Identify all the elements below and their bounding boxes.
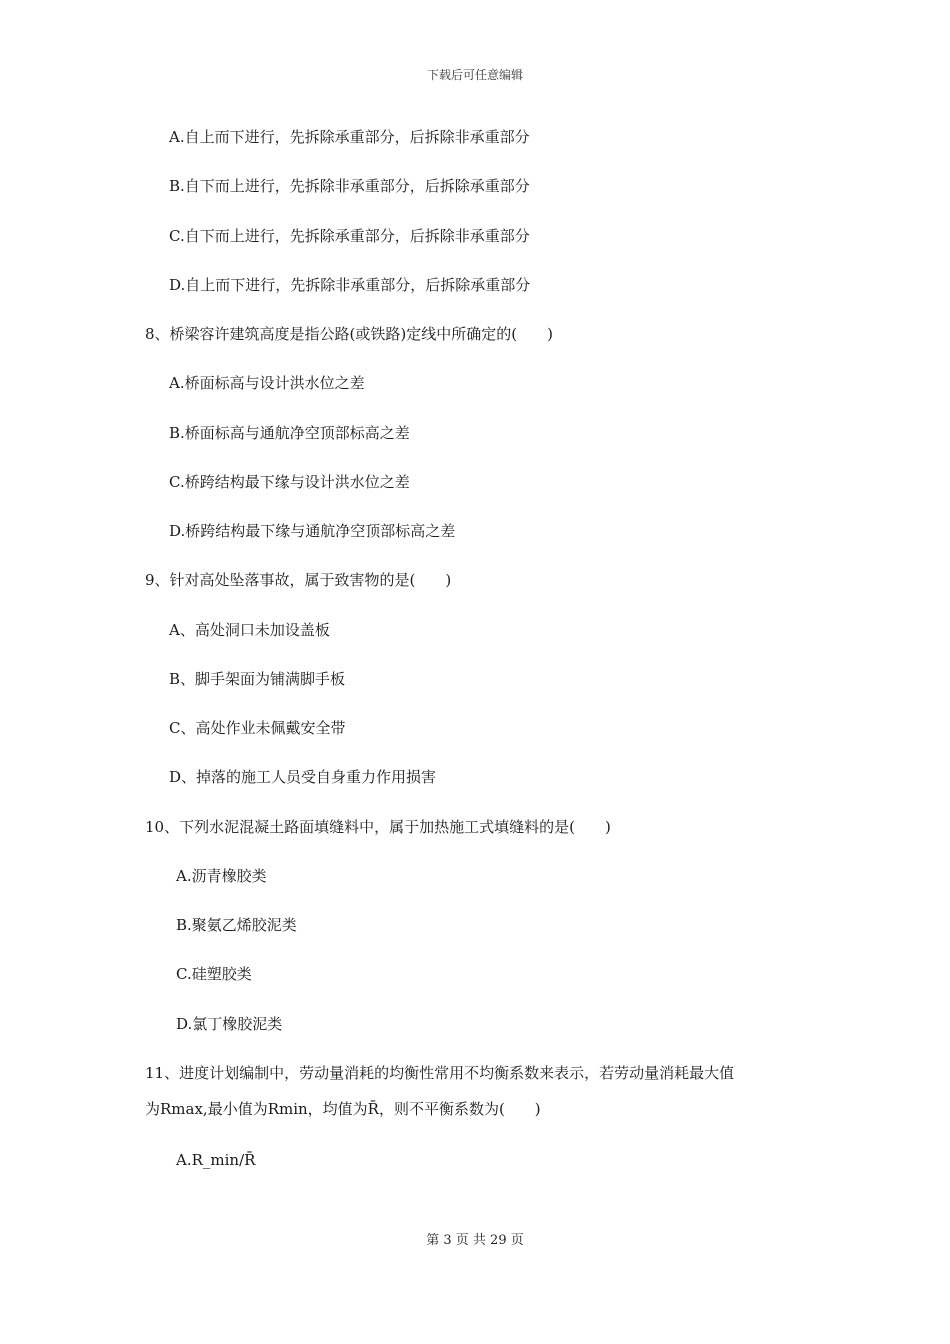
question-text: 为Rmax,最小值为Rmin，均值为R̄，则不平衡系数为( )	[145, 1100, 541, 1118]
option-text: D.氯丁橡胶泥类	[176, 1015, 283, 1033]
option-text: D.自上而下进行，先拆除非承重部分，后拆除承重部分	[169, 276, 531, 294]
question-text: 11、进度计划编制中，劳动量消耗的均衡性常用不均衡系数来表示，若劳动量消耗最大值	[145, 1064, 735, 1082]
option-text: B、脚手架面为铺满脚手板	[169, 670, 346, 688]
option-text: D.桥跨结构最下缘与通航净空顶部标高之差	[169, 522, 456, 540]
option-text: A.R_min/R̄	[176, 1151, 256, 1169]
option-text: B.聚氨乙烯胶泥类	[176, 916, 297, 934]
option-text: A.桥面标高与设计洪水位之差	[169, 374, 365, 392]
page-footer: 第 3 页 共 29 页	[426, 1233, 524, 1248]
option-text: B.桥面标高与通航净空顶部标高之差	[169, 424, 410, 442]
question-text: 8、桥梁容许建筑高度是指公路(或铁路)定线中所确定的( )	[145, 325, 553, 343]
question-text: 9、针对高处坠落事故，属于致害物的是( )	[145, 571, 452, 589]
page-header: 下载后可任意编辑	[426, 68, 523, 82]
option-text: A.自上而下进行，先拆除承重部分，后拆除非承重部分	[169, 128, 530, 146]
option-text: C、高处作业未佩戴安全带	[169, 719, 346, 737]
option-text: D、掉落的施工人员受自身重力作用损害	[169, 768, 437, 786]
option-text: B.自下而上进行，先拆除非承重部分，后拆除承重部分	[169, 177, 530, 195]
option-text: C.桥跨结构最下缘与设计洪水位之差	[169, 473, 410, 491]
option-text: A.沥青橡胶类	[176, 867, 267, 885]
question-text: 10、下列水泥混凝土路面填缝料中，属于加热施工式填缝料的是( )	[145, 818, 611, 836]
option-text: C.硅塑胶类	[176, 965, 252, 983]
option-text: C.自下而上进行，先拆除承重部分，后拆除非承重部分	[169, 227, 530, 245]
option-text: A、高处洞口未加设盖板	[169, 621, 330, 639]
